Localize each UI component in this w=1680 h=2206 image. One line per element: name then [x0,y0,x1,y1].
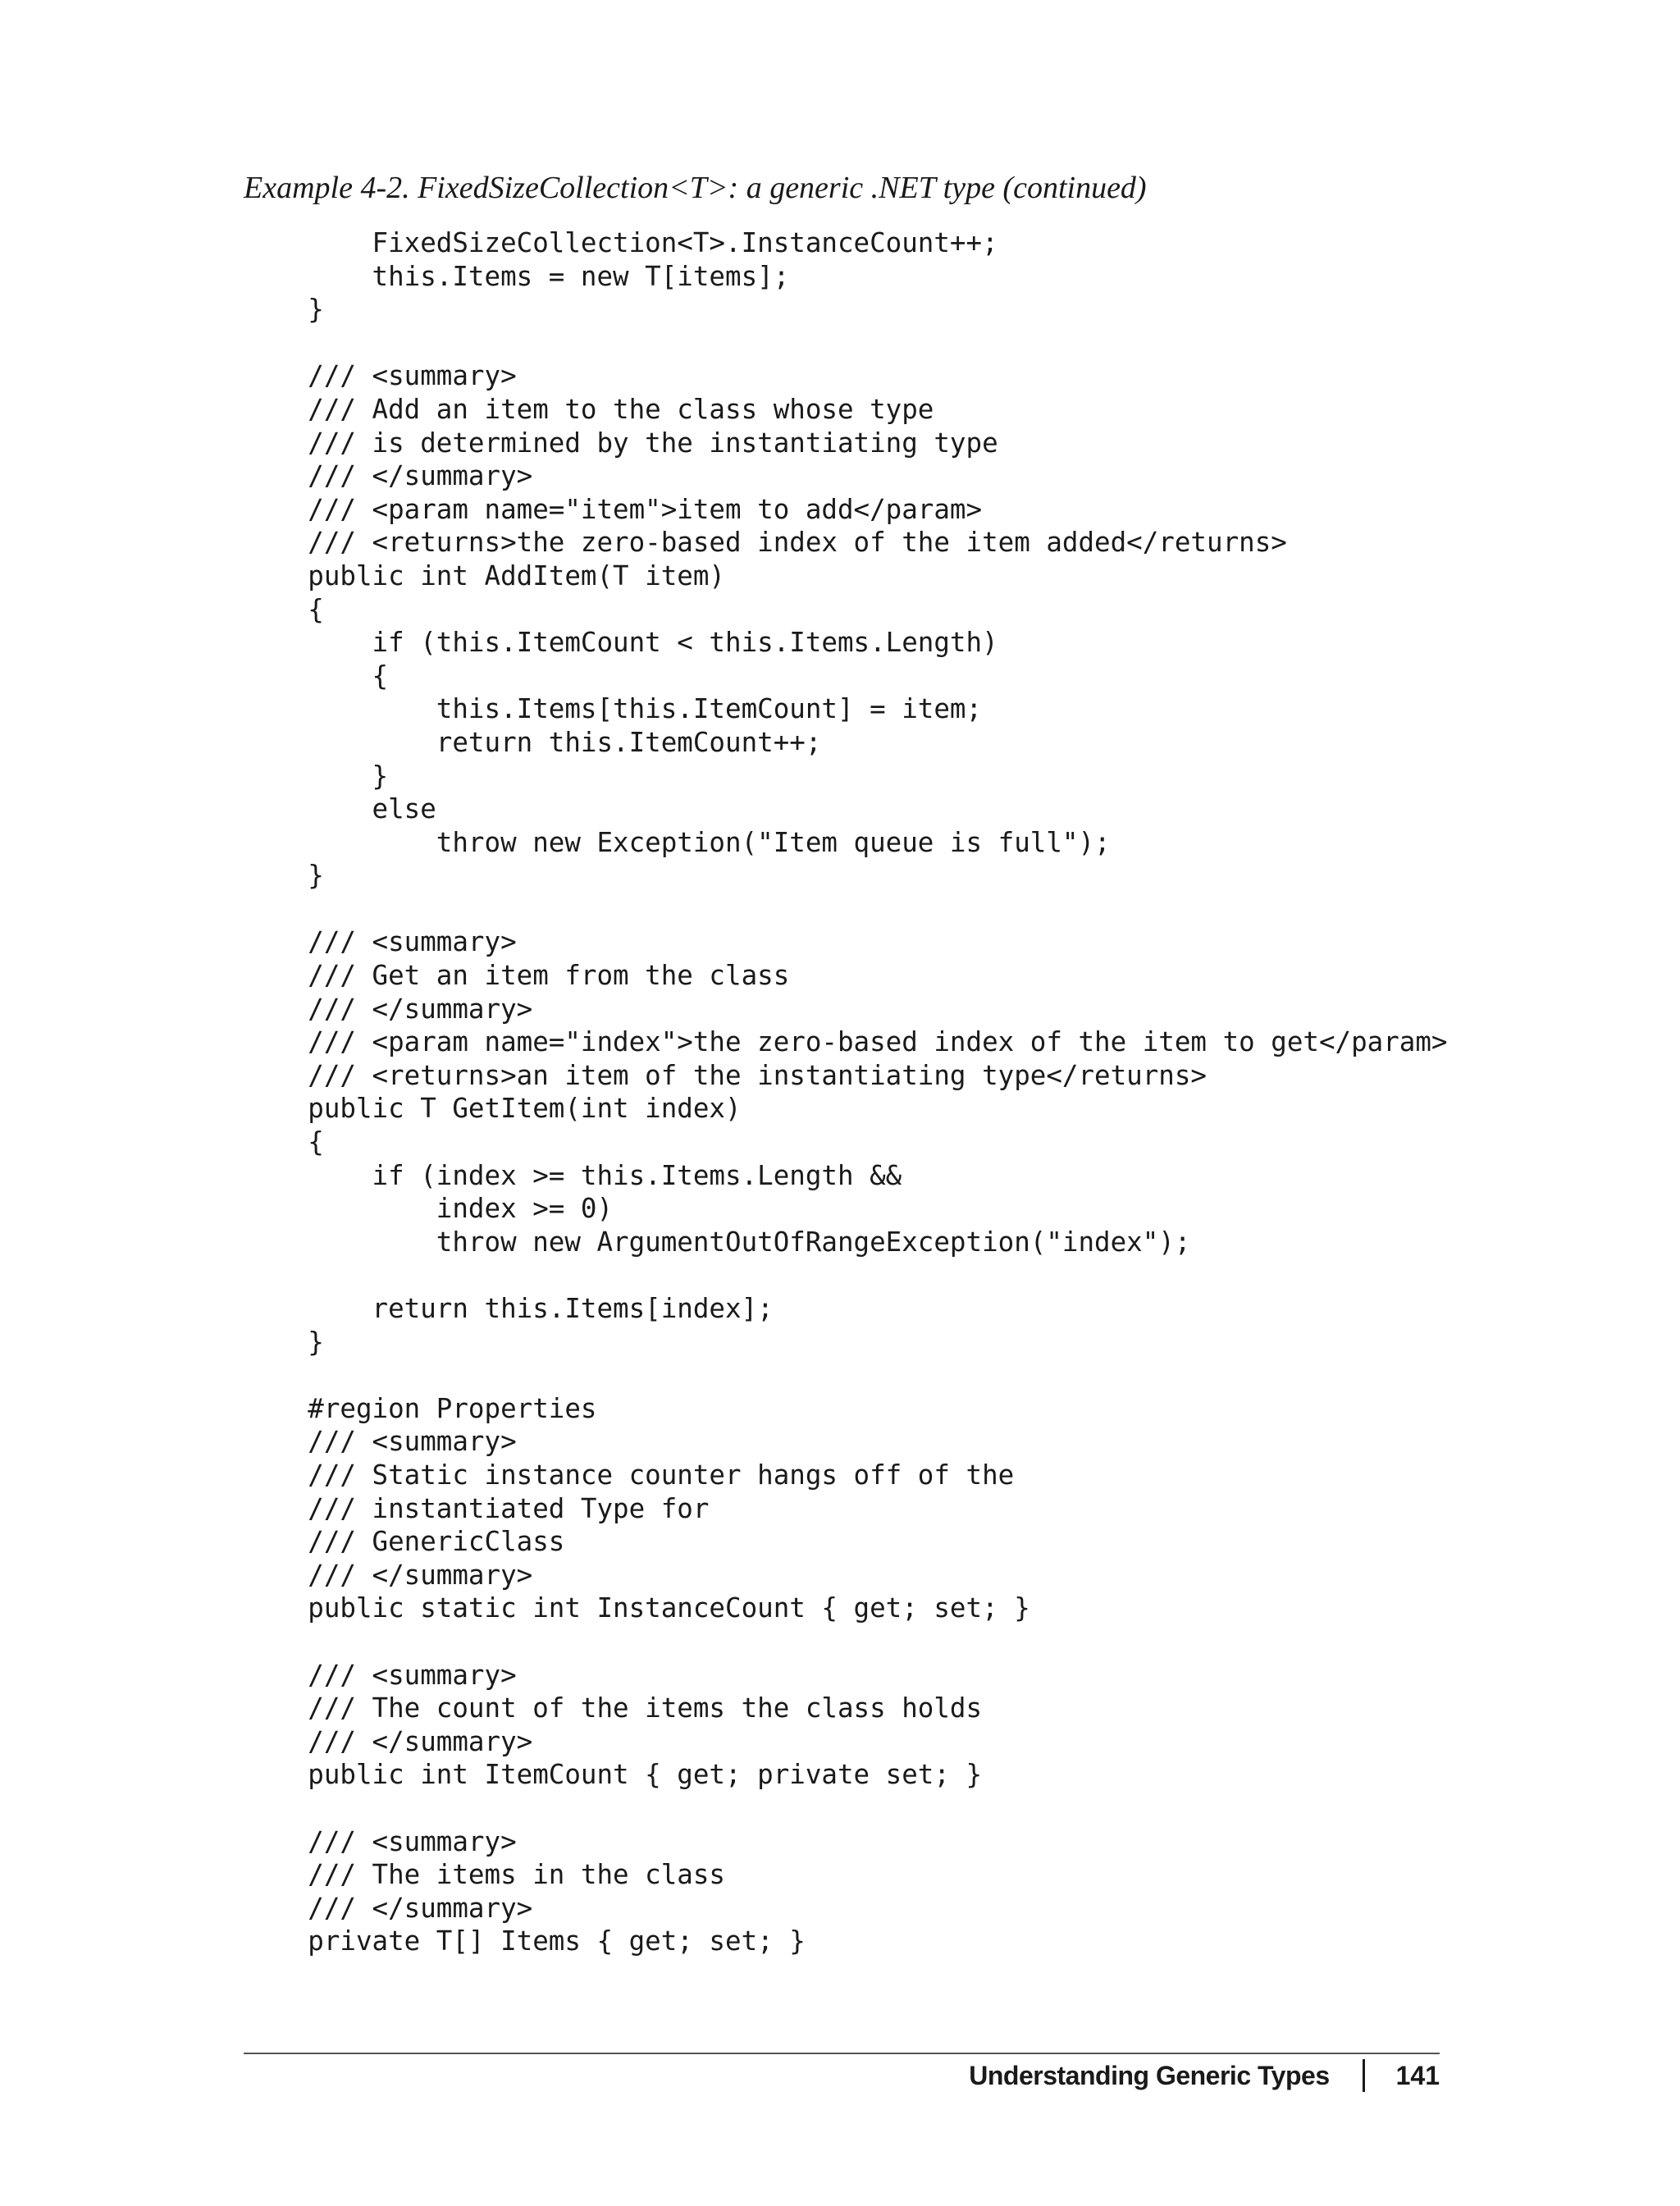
code-line: } [244,760,389,792]
code-line: /// </summary> [244,460,533,492]
code-line: /// <summary> [244,926,517,958]
code-line [244,1359,1448,1392]
code-line: /// <returns>an item of the instantiating type</returns> [244,1059,1207,1091]
code-line: /// </summary> [244,1892,533,1924]
code-line: /// <summary> [244,360,517,392]
code-line: else [244,793,436,825]
code-line: if (this.ItemCount < this.Items.Length) [244,627,998,659]
code-line: } [244,1326,324,1358]
code-line: /// Get an item from the class [244,960,790,992]
code-line: /// <summary> [244,1426,517,1458]
code-line: return this.Items[index]; [244,1293,774,1324]
code-line: /// </summary> [244,993,533,1025]
code-line: /// GenericClass [244,1526,565,1558]
code-line: /// The items in the class [244,1859,725,1891]
code-line: if (index >= this.Items.Length && [244,1159,902,1191]
code-line: /// Add an item to the class whose type [244,393,934,425]
code-line: /// <param name="item">item to add</param> [244,493,983,525]
code-line: /// <param name="index">the zero-based index of the item to get</param> [244,1026,1448,1058]
code-line: /// Static instance counter hangs off of the [244,1459,1015,1491]
code-line [244,893,1448,926]
code-line: /// </summary> [244,1725,533,1757]
code-line: this.Items[this.ItemCount] = item; [244,693,983,725]
code-line: /// <summary> [244,1825,517,1857]
code-line: FixedSizeCollection<T>.InstanceCount++; [244,227,998,258]
code-listing [244,226,1448,1958]
footer-separator [1363,2059,1365,2092]
code-line: public static int InstanceCount { get; set; } [244,1592,1030,1624]
code-line: public int AddItem(T item) [244,559,725,591]
code-line: } [244,860,324,892]
code-line [244,327,1448,360]
code-line: } [244,294,324,326]
code-line: /// </summary> [244,1559,533,1591]
footer-divider [244,2053,1440,2054]
code-line: #region Properties [244,1392,597,1424]
page-footer [969,2055,1440,2096]
code-line: /// <returns>the zero-based index of the item added</returns> [244,527,1287,559]
code-line: /// <summary> [244,1659,517,1691]
code-line [244,1258,1448,1292]
code-line: throw new Exception("Item queue is full"); [244,826,1111,858]
code-line: throw new ArgumentOutOfRangeException("index"); [244,1226,1191,1258]
code-line: { [244,1126,324,1158]
running-footer-title: Understanding Generic Types [969,2060,1330,2090]
code-line: /// The count of the items the class holds [244,1692,983,1724]
code-line: index >= 0) [244,1193,614,1225]
example-caption: Example 4-2. FixedSizeCollection<T>: a generic .NET type (continued) [244,171,1147,205]
code-line: private T[] Items { get; set; } [244,1925,806,1957]
code-line: { [244,593,324,625]
code-line [244,1625,1448,1659]
code-line: this.Items = new T[items]; [244,260,790,292]
code-line: /// instantiated Type for [244,1492,710,1524]
code-line: public T GetItem(int index) [244,1093,742,1125]
page-number: 141 [1395,2060,1440,2090]
code-line: return this.ItemCount++; [244,726,822,758]
code-line: public int ItemCount { get; private set; } [244,1759,983,1791]
code-line: { [244,660,389,692]
code-line: /// is determined by the instantiating type [244,427,998,459]
code-line [244,1792,1448,1825]
